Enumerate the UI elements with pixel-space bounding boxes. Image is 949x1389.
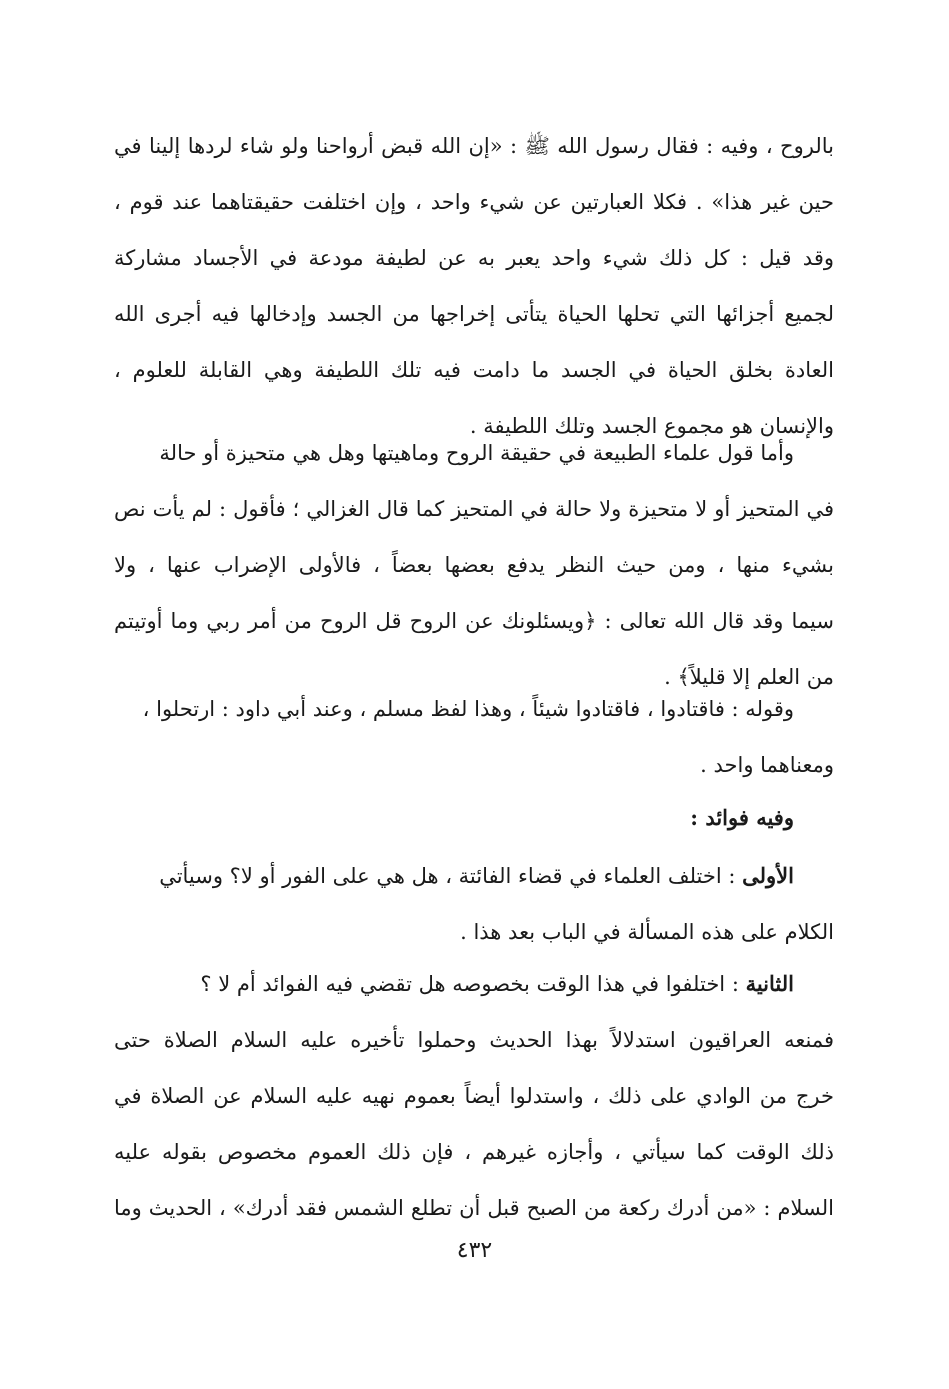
text-line: لجميع أجزائها التي تحلها الحياة يتأتى إخراجها من الجسد وإدخالها فيه أجرى الله: [114, 302, 834, 326]
paragraph-1: [114, 118, 834, 454]
line-text: : اختلف العلماء في قضاء الفائتة ، هل هي على الفور أو لا؟ وسيأتي: [159, 864, 743, 888]
lead-word: الأولى: [742, 863, 794, 888]
heading-line: وفيه فوائد :: [690, 805, 794, 830]
paragraph-second-benefit: [114, 956, 834, 1236]
text-line: ذلك الوقت كما سيأتي ، وأجازه غيرهم ، فإن ذلك العموم مخصوص بقوله عليه: [114, 1140, 834, 1164]
text-line: خرج من الوادي على ذلك ، واستدلوا أيضاً بعموم نهيه عليه السلام عن الصلاة في: [114, 1084, 834, 1108]
paragraph-2: [114, 425, 834, 705]
text-line: وقوله : فاقتادوا ، فاقتادوا شيئاً ، وهذا لفظ مسلم ، وعند أبي داود : ارتحلوا ،: [142, 697, 794, 721]
text-line: السلام : «من أدرك ركعة من الصبح قبل أن تطلع الشمس فقد أدرك» ، الحديث وما: [114, 1196, 834, 1220]
paragraph-first-benefit: [114, 848, 834, 960]
line-text: : اختلفوا في هذا الوقت بخصوصه هل تقضي فيه الفوائد أم لا ؟: [200, 972, 746, 996]
text-line: بالروح ، وفيه : فقال رسول الله ﷺ : «إن الله قبض أرواحنا ولو شاء لردها إلينا في: [114, 134, 834, 158]
text-line: حين غير هذا» . فكلا العبارتين عن شيء واحد ، وإن اختلفت حقيقتاهما عند قوم ،: [114, 190, 834, 214]
page-number: ٤٣٢: [456, 1238, 493, 1263]
text-line: الكلام على هذه المسألة في الباب بعد هذا .: [460, 920, 834, 944]
lead-word: الثانية: [745, 971, 794, 996]
text-line: والإنسان هو مجموع الجسد وتلك اللطيفة .: [469, 414, 834, 438]
text-line: فمنعه العراقيون استدلالاً بهذا الحديث وحملوا تأخيره عليه السلام الصلاة حتى: [114, 1028, 834, 1052]
text-line: سيما وقد قال الله تعالى : ﴿ويسئلونك عن الروح قل الروح من أمر ربي وما أوتيتم: [114, 609, 834, 633]
section-heading: [114, 790, 834, 846]
text-line: من العلم إلا قليلاً﴾ .: [664, 665, 834, 689]
text-line: بشيء منها ، ومن حيث النظر يدفع بعضها بعضاً ، فالأولى الإضراب عنها ، ولا: [114, 553, 834, 577]
text-line: العادة بخلق الحياة في الجسد ما دامت فيه تلك اللطيفة وهي القابلة للعلوم ،: [114, 358, 834, 382]
text-line: وقد قيل : كل ذلك شيء واحد يعبر به عن لطيفة مودعة في الأجساد مشاركة: [114, 246, 834, 270]
text-line: [114, 956, 834, 1012]
paragraph-3: [114, 681, 834, 793]
text-line: ومعناهما واحد .: [700, 753, 834, 777]
text-line: [114, 848, 834, 904]
text-line: وأما قول علماء الطبيعة في حقيقة الروح وماهيتها وهل هي متحيزة أو حالة: [159, 441, 794, 465]
text-line: في المتحيز أو لا متحيزة ولا حالة في المتحيز كما قال الغزالي ؛ فأقول : لم يأت نص: [114, 497, 834, 521]
